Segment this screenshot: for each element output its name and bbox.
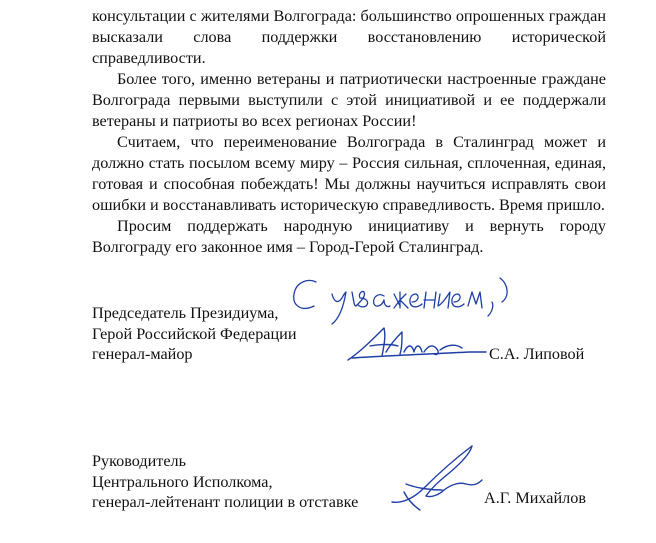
signatory-1-title-line-2: Герой Российской Федерации (92, 324, 297, 343)
signature-1 (340, 322, 490, 366)
paragraph-1: консультации с жителями Волгограда: большинство опрошенных граждан высказали слова поддержки восстановлению исторической справедливости. (92, 7, 606, 67)
signatory-1-title-line-3: генерал-майор (92, 345, 193, 363)
signatory-2-titles (92, 451, 382, 513)
signatory-1-name: С.А. Липовой (489, 345, 585, 363)
signatory-2-title-line-2: Центрального Исполкома, (92, 472, 273, 491)
signatory-1-title-line-1: Председатель Президиума, (92, 304, 279, 322)
paragraph-4: Просим поддержать народную инициативу и вернуть городу Волгограду его законное имя – Город-Герой Сталинград. (92, 217, 606, 256)
signatory-2-title-line-1: Руководитель (92, 452, 187, 470)
signatory-1-titles (92, 303, 382, 365)
signatory-2-name: А.Г. Михайлов (484, 489, 586, 507)
paragraph-2: Более того, именно ветераны и патриотически настроенные граждане Волгограда первыми выступили с этой инициативой и ее поддержали ветераны и патриоты во всех регионах России! (92, 70, 606, 130)
letter-body (92, 6, 606, 258)
paragraph-3: Считаем, что переименование Волгограда в Сталинград может и должно стать посылом всему миру – Россия сильная, сплоченная, единая, готовая и способная побеждать! Мы должны научиться исправлять свои ошибки и восстанавливать историческую справедливость. Время пришло. (92, 133, 606, 214)
signatory-2-title-line-3: генерал-лейтенант полиции в отставке (92, 493, 359, 511)
